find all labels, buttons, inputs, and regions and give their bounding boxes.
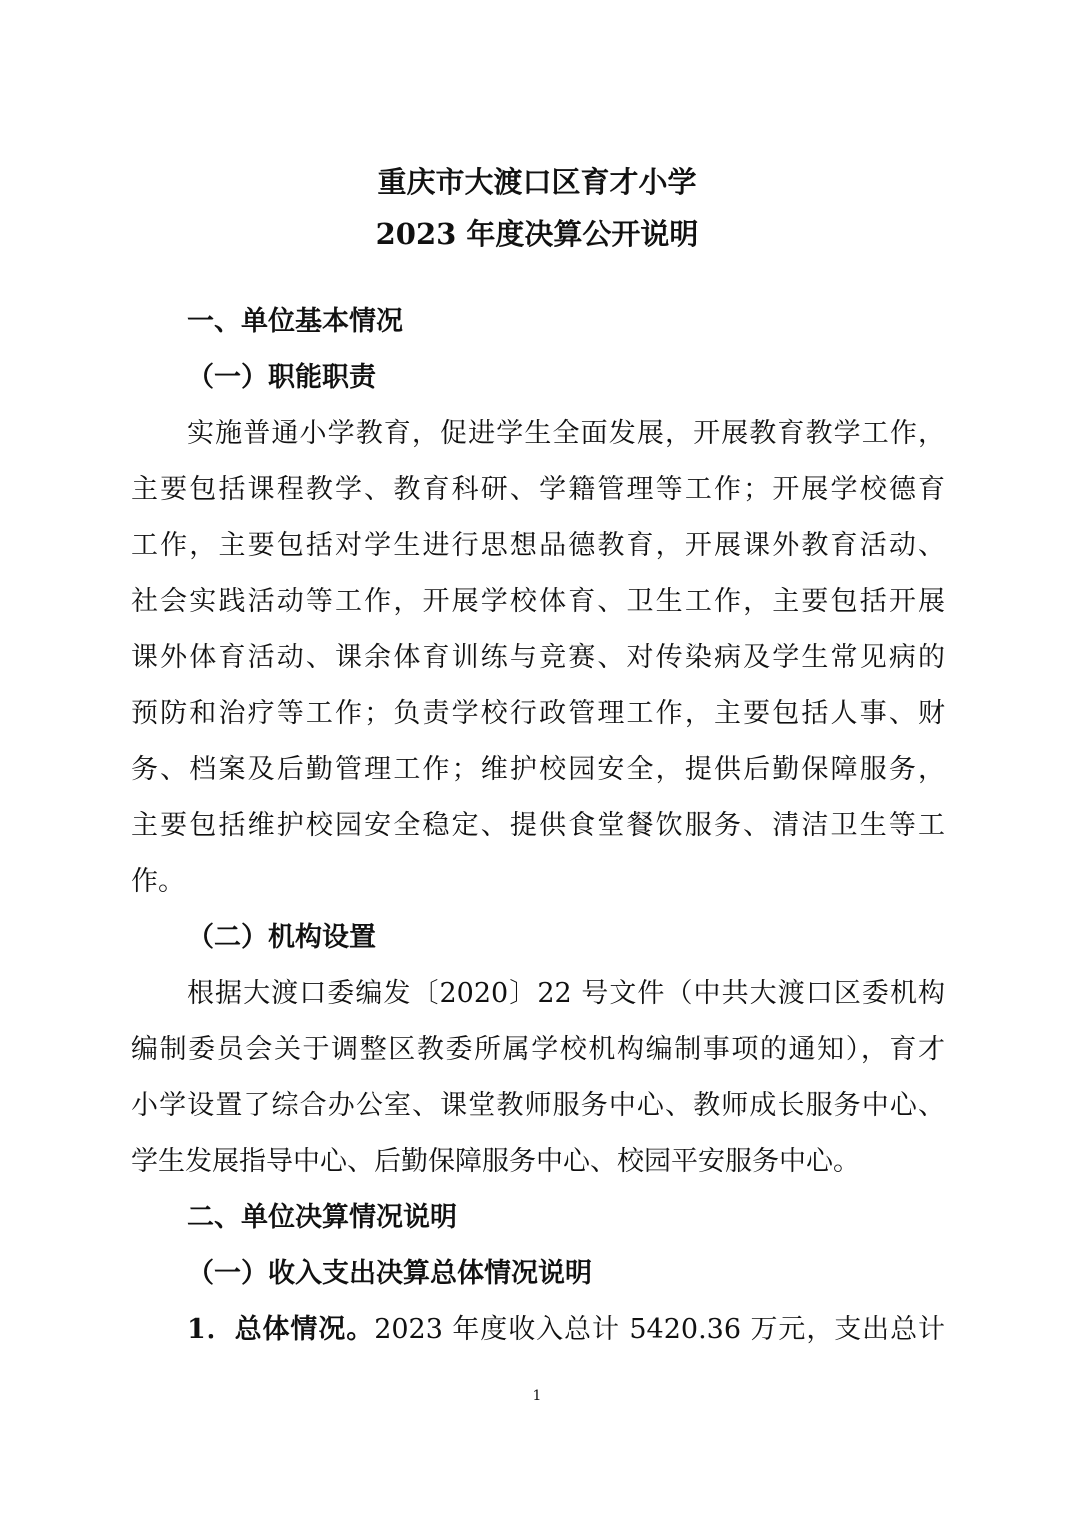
paragraph-line: 社会实践活动等工作，开展学校体育、卫生工作，主要包括开展 [131, 586, 945, 617]
inline-heading: 1．总体情况。 [187, 1314, 375, 1345]
paragraph-line: 编制委员会关于调整区教委所属学校机构编制事项的通知），育才 [131, 1034, 945, 1065]
paragraph-line: 根据大渡口委编发〔2020〕22 号文件（中共大渡口区委机构 [187, 978, 945, 1009]
section-heading: （二）机构设置 [187, 922, 376, 953]
paragraph-line: 预防和治疗等工作；负责学校行政管理工作，主要包括人事、财 [131, 698, 945, 729]
paragraph-line: 小学设置了综合办公室、课堂教师服务中心、教师成长服务中心、 [131, 1090, 945, 1121]
paragraph-line: 课外体育活动、课余体育训练与竞赛、对传染病及学生常见病的 [131, 642, 945, 673]
paragraph-line: 务、档案及后勤管理工作；维护校园安全，提供后勤保障服务， [131, 754, 945, 785]
paragraph-line: 工作，主要包括对学生进行思想品德教育，开展课外教育活动、 [131, 530, 945, 561]
document-title-line-1: 重庆市大渡口区育才小学 [377, 165, 697, 199]
paragraph-line: 学生发展指导中心、后勤保障服务中心、校园平安服务中心。 [131, 1146, 860, 1177]
paragraph-line: 主要包括维护校园安全稳定、提供食堂餐饮服务、清洁卫生等工 [131, 810, 945, 841]
section-heading: 一、单位基本情况 [187, 306, 403, 337]
document-title-line-2: 2023 年度决算公开说明 [375, 217, 699, 251]
section-heading: （一）收入支出决算总体情况说明 [187, 1258, 592, 1289]
section-heading: （一）职能职责 [187, 362, 376, 393]
paragraph-line: 实施普通小学教育，促进学生全面发展，开展教育教学工作， [187, 418, 945, 449]
section-heading: 二、单位决算情况说明 [187, 1202, 457, 1233]
paragraph-line: 主要包括课程教学、教育科研、学籍管理等工作；开展学校德育 [131, 474, 945, 505]
paragraph-line [131, 1302, 945, 1358]
paragraph-text: 2023 年度收入总计 5420.36 万元，支出总计 [374, 1314, 945, 1345]
paragraph-line: 作。 [131, 866, 185, 897]
page-number: 1 [532, 1388, 542, 1404]
document-body [131, 294, 945, 1358]
